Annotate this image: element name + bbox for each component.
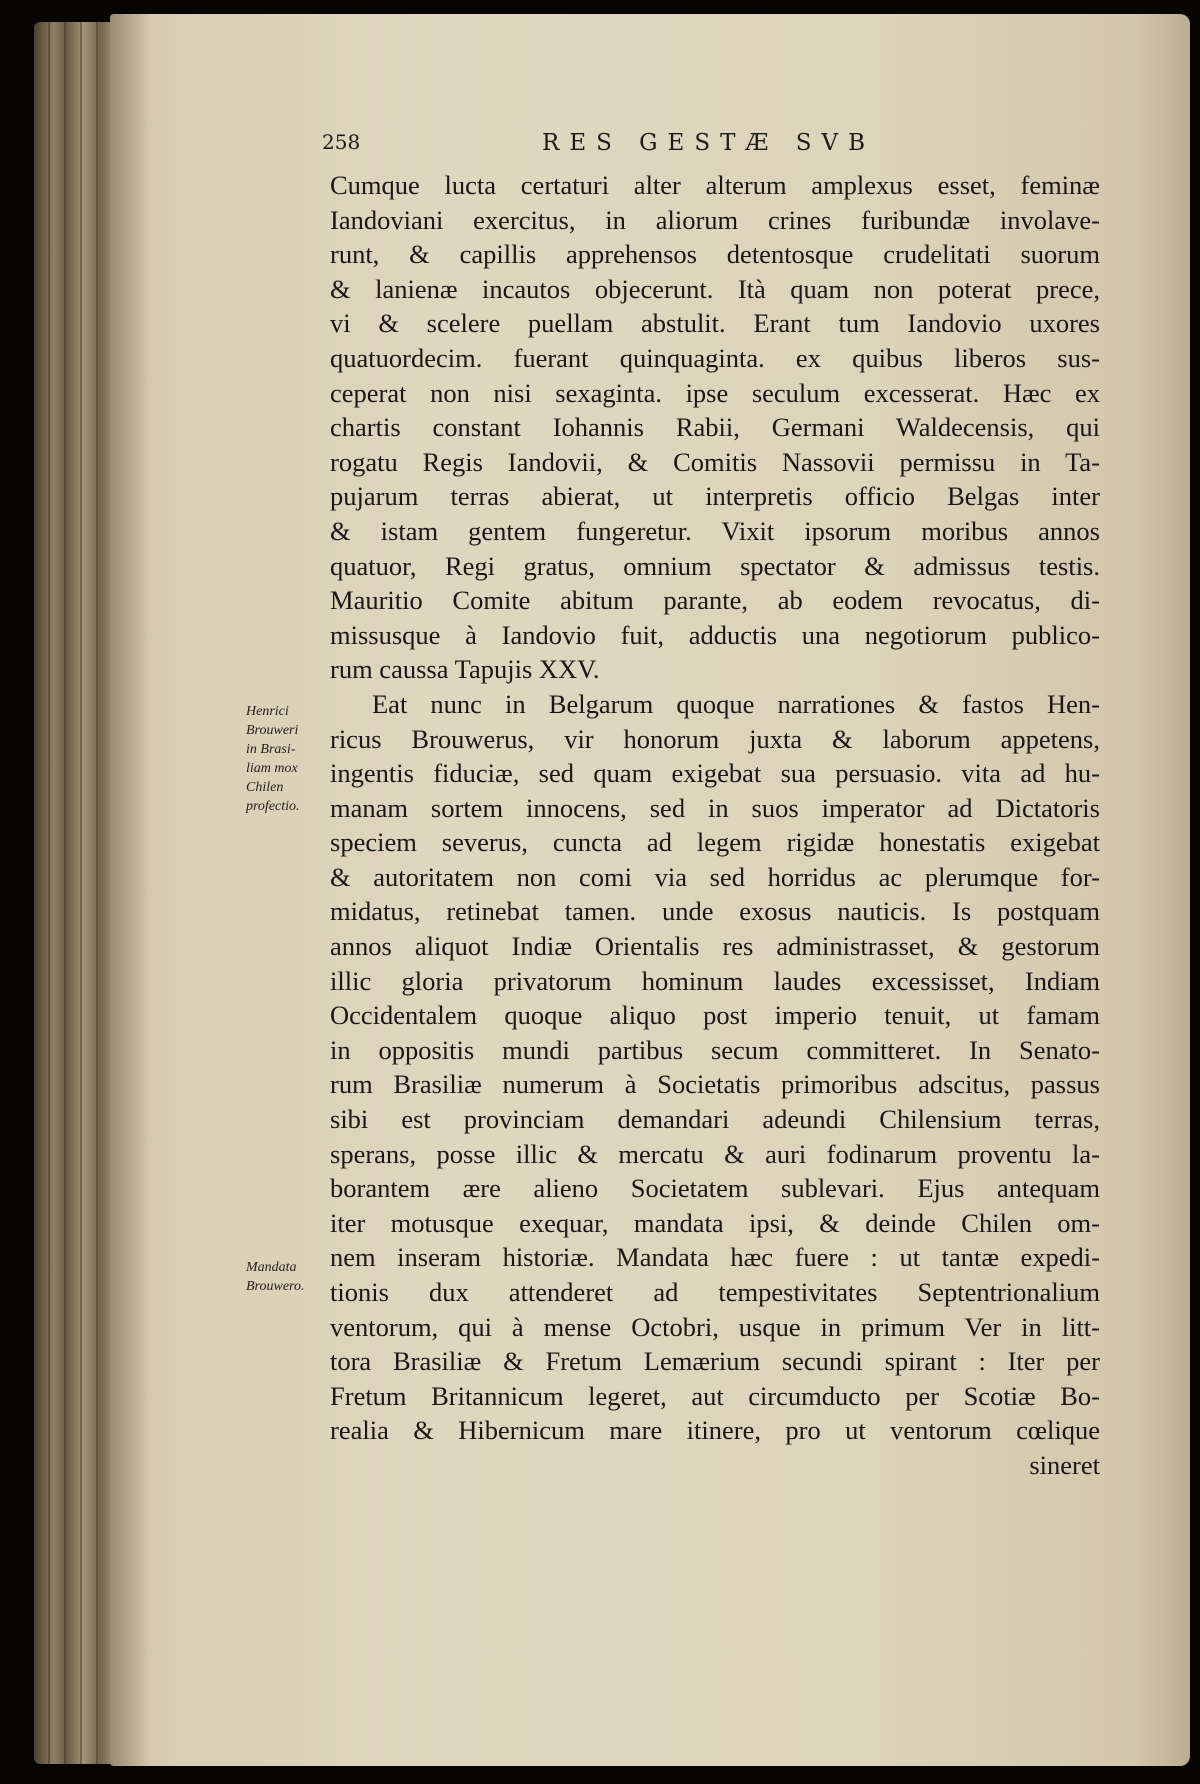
margin-note-mandata (246, 1258, 326, 1296)
text-line: midatus, retinebat tamen. unde exosus nauticis. Is postquam (330, 896, 1100, 927)
text-line: Mauritio Comite abitum parante, ab eodem revocatus, di- (330, 585, 1100, 616)
text-line: chartis constant Iohannis Rabii, Germani Waldecensis, qui (330, 412, 1100, 443)
text-line: vi & scelere puellam abstulit. Erant tum Iandovio uxores (330, 308, 1100, 339)
text-line: quatuor, Regi gratus, omnium spectator & admissus testis. (330, 550, 1100, 581)
text-line: Eat nunc in Belgarum quoque narrationes & fastos Hen- (372, 688, 1100, 719)
text-line: borantem ære alieno Societatem sublevari. Ejus antequam (330, 1173, 1100, 1204)
margin-note-line: Brouweri (246, 723, 299, 738)
text-line: sibi est provinciam demandari adeundi Chilensium terras, (330, 1104, 1100, 1135)
text-line: speciem severus, cuncta ad legem rigidæ honestatis exigebat (330, 827, 1100, 858)
text-line: Iandoviani exercitus, in aliorum crines furibundæ involave- (330, 204, 1100, 235)
text-line: rum Brasiliæ numerum à Societatis primoribus adscitus, passus (330, 1069, 1100, 1100)
text-line: ceperat non nisi sexaginta. ipse seculum excesserat. Hæc ex (330, 377, 1100, 408)
body-text (330, 168, 1100, 1483)
margin-note-line: Chilen (246, 780, 284, 795)
running-head: RES GESTÆ SVB (542, 130, 876, 156)
text-line: rogatu Regis Iandovii, & Comitis Nassovii permissu in Ta- (330, 446, 1100, 477)
text-line: ventorum, qui à mense Octobri, usque in primum Ver in litt- (330, 1311, 1100, 1342)
margin-note-line: in Brasi- (246, 742, 296, 757)
margin-note-line: Henrici (246, 704, 289, 719)
text-line: quatuordecim. fuerant quinquaginta. ex quibus liberos sus- (330, 342, 1100, 373)
text-line: illic gloria privatorum hominum laudes excessisset, Indiam (330, 965, 1100, 996)
text-line: & istam gentem fungeretur. Vixit ipsorum moribus annos (330, 515, 1100, 546)
text-line: pujarum terras abierat, ut interpretis officio Belgas inter (330, 481, 1100, 512)
text-line: runt, & capillis apprehensos detentosque crudelitati suorum (330, 239, 1100, 270)
text-line: ingentis fiduciæ, sed quam exigebat sua persuasio. vita ad hu- (330, 758, 1100, 789)
margin-note-brouwer (246, 702, 326, 816)
page-number: 258 (322, 130, 361, 154)
text-line: ricus Brouwerus, vir honorum juxta & laborum appetens, (330, 723, 1100, 754)
text-line: in oppositis mundi partibus secum committeret. In Senato- (330, 1034, 1100, 1065)
text-line: realia & Hibernicum mare itinere, pro ut ventorum cœlique (330, 1415, 1100, 1446)
text-line: Fretum Britannicum legeret, aut circumducto per Scotiæ Bo- (330, 1380, 1100, 1411)
text-line: tionis dux attenderet ad tempestivitates Septentrionalium (330, 1277, 1100, 1307)
text-line: Cumque lucta certaturi alter alterum amplexus esset, feminæ (330, 170, 1100, 200)
margin-note-line: liam mox (246, 761, 298, 776)
text-line: nem inseram historiæ. Mandata hæc fuere : ut tantæ expedi- (330, 1242, 1100, 1273)
gutter-shadow (110, 14, 150, 1766)
margin-note-line: profectio. (246, 799, 300, 814)
margin-note-line: Mandata (246, 1260, 297, 1275)
text-line: iter motusque exequar, mandata ipsi, & deinde Chilen om- (330, 1207, 1100, 1238)
text-line: Occidentalem quoque aliquo post imperio tenuit, ut famam (330, 1000, 1100, 1031)
text-line: sperans, posse illic & mercatu & auri fodinarum proventu la- (330, 1138, 1100, 1169)
text-line: tora Brasiliæ & Fretum Lemærium secundi spirant : Iter per (330, 1346, 1100, 1377)
page-header (322, 126, 1102, 160)
text-line: manam sortem innocens, sed in suos imperator ad Dictatoris (330, 792, 1100, 823)
text-line: & autoritatem non comi via sed horridus ac plerumque for- (330, 861, 1100, 892)
text-line: missusque à Iandovio fuit, adductis una negotiorum publico- (330, 619, 1100, 650)
catchword: sineret (1029, 1449, 1100, 1480)
text-line: annos aliquot Indiæ Orientalis res administrasset, & gestorum (330, 931, 1100, 962)
text-line: rum caussa Tapujis XXV. (330, 654, 600, 685)
margin-note-line: Brouwero. (246, 1279, 305, 1294)
text-line: & lanienæ incautos objecerunt. Ità quam non poterat prece, (330, 273, 1100, 304)
